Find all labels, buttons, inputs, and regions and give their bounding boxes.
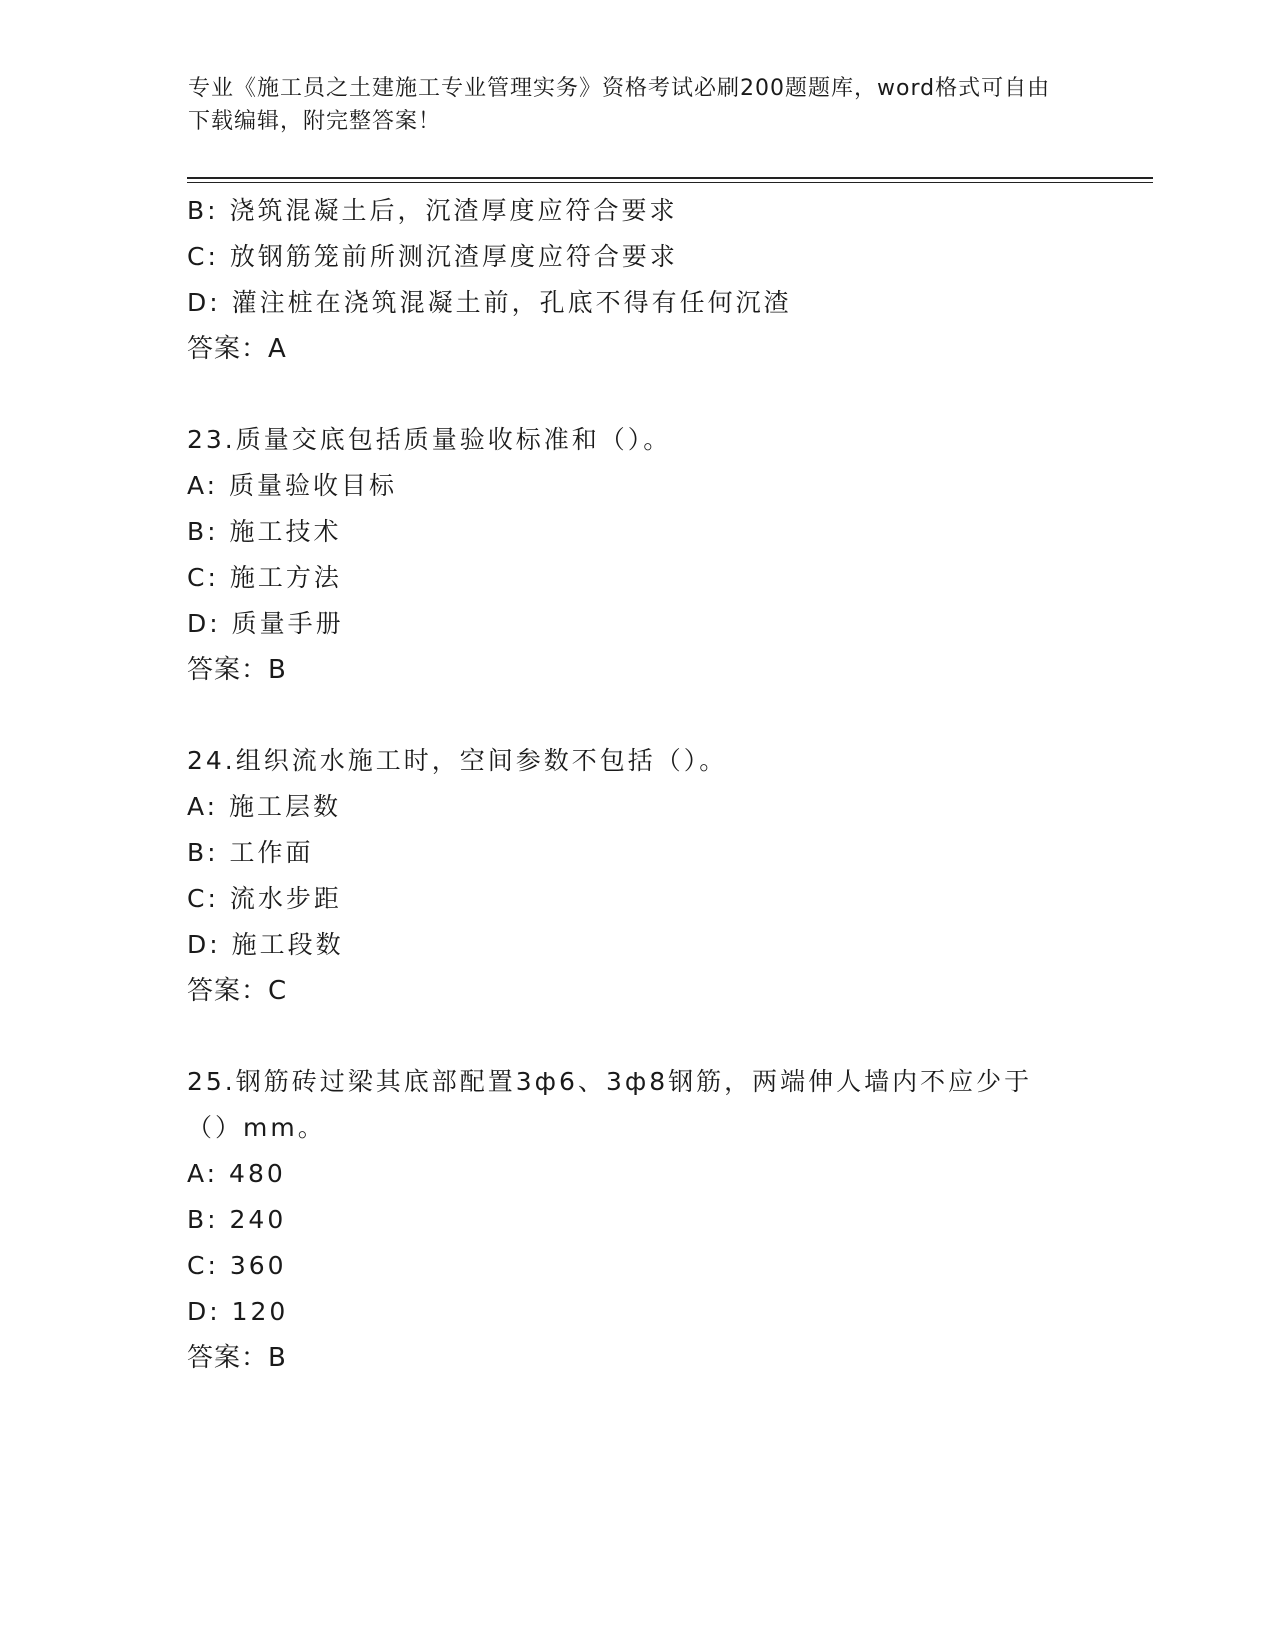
question-stem: 25.钢筋砖过梁其底部配置3ф6、3ф8钢筋，两端伸人墙内不应少于（）mm。 <box>187 1067 1033 1142</box>
option-c: C: 放钢筋笼前所测沉渣厚度应符合要求 <box>187 242 678 271</box>
option-c: C: 流水步距 <box>187 884 342 913</box>
header-divider-thick <box>187 177 1153 179</box>
option-d: D: 施工段数 <box>187 930 344 959</box>
option-b: B: 浇筑混凝土后，沉渣厚度应符合要求 <box>187 196 678 225</box>
document-header <box>188 72 1068 138</box>
option-d: D: 灌注桩在浇筑混凝土前，孔底不得有任何沉渣 <box>187 288 792 317</box>
answer-line: 答案：B <box>187 655 287 685</box>
question-list <box>187 188 1087 1381</box>
option-a: A: 施工层数 <box>187 792 342 821</box>
option-b: B: 240 <box>187 1205 287 1234</box>
question-stem: 23.质量交底包括质量验收标准和（）。 <box>187 425 672 454</box>
question-stem: 24.组织流水施工时，空间参数不包括（）。 <box>187 746 728 775</box>
header-divider-thin <box>187 182 1153 183</box>
question-block-25 <box>187 1059 1087 1381</box>
question-block-24 <box>187 738 1087 1014</box>
option-d: D: 120 <box>187 1297 289 1326</box>
option-d: D: 质量手册 <box>187 609 344 638</box>
question-block-continued <box>187 188 1087 372</box>
answer-line: 答案：A <box>187 334 287 364</box>
answer-line: 答案：B <box>187 1343 287 1373</box>
question-block-23 <box>187 417 1087 693</box>
option-a: A: 质量验收目标 <box>187 471 398 500</box>
option-b: B: 工作面 <box>187 838 314 867</box>
header-title: 专业《施工员之土建施工专业管理实务》资格考试必刷200题题库，word格式可自由下载编辑，附完整答案！ <box>188 76 1051 134</box>
option-a: A: 480 <box>187 1159 286 1188</box>
option-b: B: 施工技术 <box>187 517 342 546</box>
answer-line: 答案：C <box>187 976 288 1006</box>
option-c: C: 施工方法 <box>187 563 342 592</box>
option-c: C: 360 <box>187 1251 287 1280</box>
